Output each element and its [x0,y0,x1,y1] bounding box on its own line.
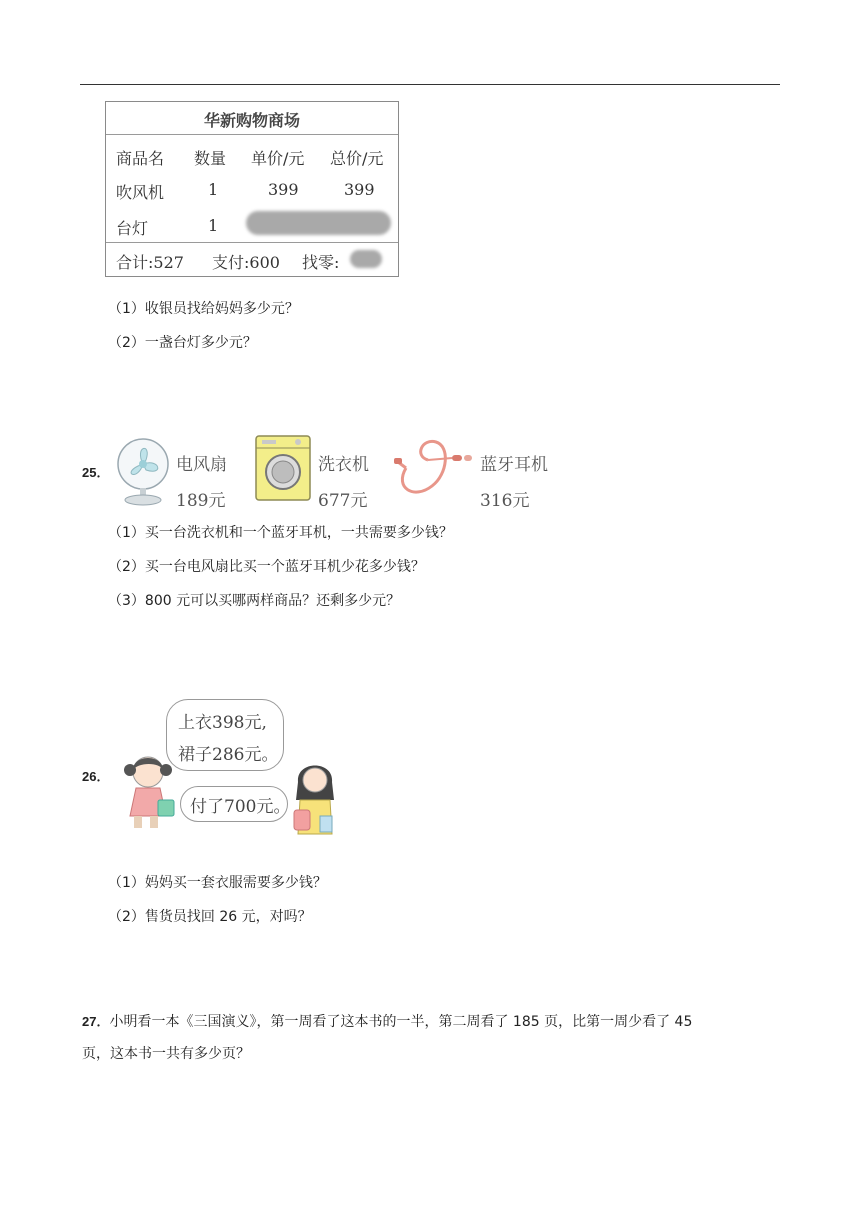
smudge-hidden-change [350,250,382,268]
earphones-icon [392,436,478,498]
header-rule [80,84,780,85]
receipt-row-name: 台灯 [116,219,149,238]
washing-machine-icon [254,434,312,502]
product-price-fan: 189元 [176,491,226,511]
q27-number: 27． [82,1014,110,1029]
receipt-divider [106,242,398,243]
receipt-row-qty: 1 [208,180,219,199]
q25-number: 25． [82,465,110,480]
fan-icon [114,436,172,506]
bubble-line-skirt: 裙子286元。 [178,745,279,765]
receipt-divider [106,134,398,135]
receipt-row-unit: 399 [268,180,299,199]
q25-sub1: （1）买一台洗衣机和一个蓝牙耳机，一共需要多少钱？ [108,525,453,541]
q24-sub2: （2）一盏台灯多少元？ [108,335,257,351]
product-price-earphones: 316元 [480,491,530,511]
product-price-washer: 677元 [318,491,368,511]
q25-sub2: （2）买一台电风扇比买一个蓝牙耳机少花多少钱？ [108,559,425,575]
receipt-store-name: 华新购物商场 [203,111,300,130]
receipt [105,101,399,277]
receipt-header-name: 商品名 [116,149,165,168]
q27-line1: 小明看一本《三国演义》，第一周看了这本书的一半，第二周看了 185 页，比第一周少看了 45 [109,1014,693,1030]
woman-illustration [290,760,340,842]
product-name-fan: 电风扇 [176,455,227,475]
receipt-row-qty: 1 [208,216,219,235]
receipt-total: 合计:527 [116,253,184,272]
receipt-change-label: 找零: [302,253,340,272]
bubble-line-top: 上衣398元, [178,713,267,733]
product-name-earphones: 蓝牙耳机 [480,455,548,475]
q26-sub1: （1）妈妈买一套衣服需要多少钱？ [108,875,327,891]
smudge-hidden-price [246,211,391,235]
q26-sub2: （2）售货员找回 26 元，对吗？ [108,909,312,925]
q27-line2: 页，这本书一共有多少页？ [82,1046,250,1062]
receipt-row-name: 吹风机 [116,183,165,202]
product-name-washer: 洗衣机 [318,455,369,475]
girl-illustration [120,752,182,832]
q27-block [82,1006,782,1070]
bubble-payment-text: 付了700元。 [190,797,291,817]
receipt-header-qty: 数量 [194,149,227,168]
q25-sub3: （3）800 元可以买哪两样商品？还剩多少元？ [108,593,401,609]
receipt-row-total: 399 [344,180,375,199]
receipt-paid: 支付:600 [212,253,280,272]
q26-number: 26． [82,769,110,784]
q24-sub1: （1）收银员找给妈妈多少元？ [108,301,299,317]
receipt-header-unit: 单价/元 [251,149,305,168]
receipt-header-total: 总价/元 [330,149,384,168]
